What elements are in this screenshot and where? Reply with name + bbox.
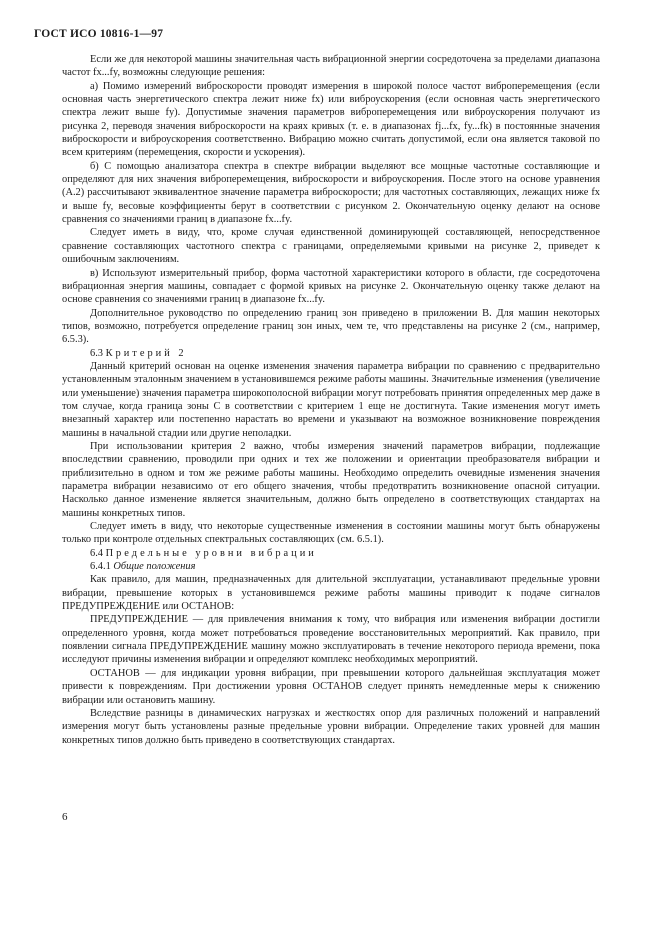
document-body — [62, 53, 600, 747]
subsection-title: Общие положения — [113, 561, 196, 573]
body-paragraph: б) С помощью анализатора спектра в спектре вибрации выделяют все мощные частотные составляющие и определяют для них значения виброперемещения, виброскорости и виброускорения. После этого на основе уравнения (А.2) рассчитывают эквивалентное значение параметра виброскорости; для частотных составляющих, лежащих ниже fx и выше fy, весовые коэффициенты берут в соответствии с рисунком 2. Окончательную оценку делают на основе сравнения со значениями границ в диапазоне fx...fy. — [62, 160, 600, 226]
section-heading — [62, 547, 600, 560]
body-paragraph: в) Используют измерительный прибор, форма частотной характеристики которого в области, где сосредоточена вибрационная энергия машины, совпадает с формой кривых на рисунке 2. Окончательную оценку также делают на основе сравнения со значениями границ в диапазоне fx...fy. — [62, 267, 600, 306]
body-paragraph: Дополнительное руководство по определению границ зон приведено в приложении В. Для машин некоторых типов, возможно, потребуется определение границ зон иных, чем те, что представлены на рисунке 2 (см., например, 6.5.3). — [62, 307, 600, 346]
body-paragraph: а) Помимо измерений виброскорости проводят измерения в широкой полосе частот виброперемещения (если основная часть энергетического спектра лежит ниже fx) или виброускорения (если основная часть энергетического спектра лежит выше fy). Допустимые значения параметров виброперемещения или виброускорения получают из рисунка 2, переводя значения виброскорости на краях кривых (т. е. в диапазонах fj...fx, fy...fk) в постоянные значения виброскорости и виброускорения соответственно. Вибрацию можно считать допустимой, если она является таковой по всем критериям (перемещения, скорости и ускорения). — [62, 80, 600, 159]
section-number: 6.3 — [90, 347, 103, 359]
body-paragraph: Как правило, для машин, предназначенных для длительной эксплуатации, устанавливают предельные уровни вибрации, превышение которых в установившемся режиме работы машины приводит к подаче сигналов ПРЕДУПРЕЖДЕНИЕ или ОСТАНОВ: — [62, 574, 600, 613]
section-number: 6.4 — [90, 547, 103, 559]
body-paragraph: Данный критерий основан на оценке изменения значения параметра вибрации по сравнению с предварительно установленным эталонным значением в установившемся режиме работы машины. Значительные изменения (увеличение или уменьшение) значения параметра широкополосной вибрации могут потребовать принятия определенных мер даже в том случае, когда граница зоны С в соответствии с критерием 1 еще не достигнута. Такие изменения могут иметь внезапный характер или постепенно нарастать во времени и указывают на возможное возникновение повреждения машины в начальной стадии или другие неполадки. — [62, 360, 600, 439]
section-heading — [62, 347, 600, 360]
section-heading — [62, 560, 600, 573]
body-paragraph: ПРЕДУПРЕЖДЕНИЕ — для привлечения внимания к тому, что вибрация или изменения вибрации достигли определенного уровня, когда может потребоваться проведение восстановительных мероприятий. Как правило, при появлении сигнала ПРЕДУПРЕЖДЕНИЕ машину можно эксплуатировать в течение некоторого периода времени, пока исследуют причины изменения вибрации и определяют комплекс необходимых мероприятий. — [62, 614, 600, 666]
body-paragraph: При использовании критерия 2 важно, чтобы измерения значений параметров вибрации, подлежащие впоследствии сравнению, проводили при одних и тех же положении и ориентации преобразователя вибрации и приблизительно в одном и том же режиме работы машины. Необходимо определить очевидные изменения значения параметра вибрации независимо от его общего значения, чтобы предотвратить возникновение опасной ситуации. Насколько данное изменение является значительным, должно быть определено в соответствующих стандартах на машины конкретных типов. — [62, 440, 600, 519]
body-paragraph: ОСТАНОВ — для индикации уровня вибрации, при превышении которого дальнейшая эксплуатация может привести к повреждениям. При достижении уровня ОСТАНОВ следует принять немедленные меры к снижению вибрации или остановить машину. — [62, 667, 600, 706]
section-title: Критерий 2 — [105, 347, 187, 359]
body-paragraph: Вследствие разницы в динамических нагрузках и жесткостях опор для различных положений и направлений измерения могут быть установлены разные предельные уровни вибрации. Определение таких уровней для машин конкретных типов должно быть приведено в соответствующих стандартах. — [62, 707, 600, 746]
document-header: ГОСТ ИСО 10816-1—97 — [34, 28, 164, 40]
body-paragraph: Следует иметь в виду, что, кроме случая единственной доминирующей составляющей, непосредственное сравнение составляющих частотного спектра с границами, определяемыми кривыми на рисунке 2, приведет к ошибочным заключениям. — [62, 227, 600, 266]
section-title: Предельные уровни вибрации — [105, 547, 317, 559]
section-number: 6.4.1 — [90, 561, 111, 573]
page-number: 6 — [62, 811, 68, 823]
body-paragraph: Следует иметь в виду, что некоторые существенные изменения в состоянии машины могут быть обнаружены только при контроле отдельных спектральных составляющих (см. 6.5.1). — [62, 521, 600, 546]
body-paragraph: Если же для некоторой машины значительная часть вибрационной энергии сосредоточена за пределами диапазона частот fx...fy, возможны следующие решения: — [62, 54, 600, 79]
